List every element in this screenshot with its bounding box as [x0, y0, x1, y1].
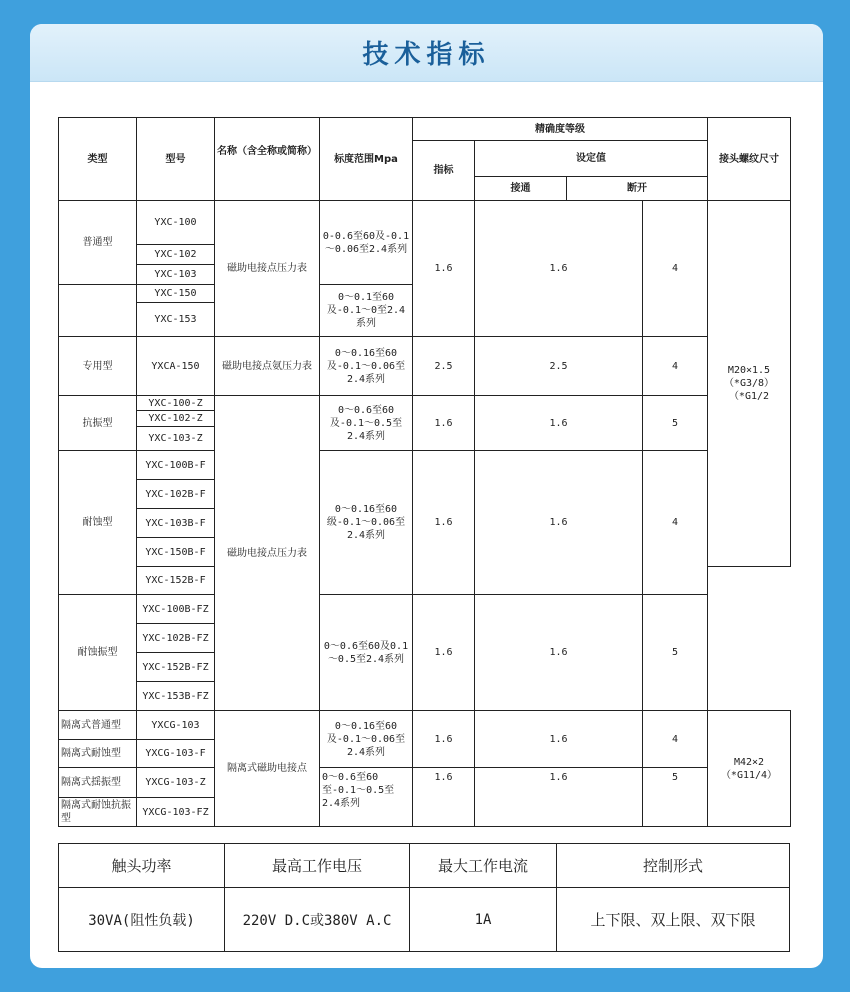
model-cell: YXC-102-Z: [137, 411, 215, 427]
index-cell: 1.6: [413, 711, 475, 768]
index-cell: 1.6: [413, 396, 475, 451]
col-thread-header: 接头螺纹尺寸: [708, 118, 791, 201]
type-cell: 隔离式揺振型: [59, 768, 137, 798]
type-cell: 专用型: [59, 337, 137, 396]
range-cell: 0～0.16至60级-0.1～0.06至2.4系列: [320, 451, 413, 595]
name-cell: 磁助电接点压力表: [215, 201, 320, 337]
current-value: 1A: [410, 888, 557, 952]
title-bar: [30, 24, 823, 82]
model-cell: YXC-153B-FZ: [137, 682, 215, 711]
on-cell: 1.6: [475, 396, 643, 451]
conditions-table: [58, 843, 790, 952]
range-cell: 0～0.16至60及-0.1～0.06至2.4系列: [320, 337, 413, 396]
model-cell: YXC-103: [137, 265, 215, 285]
model-cell: YXC-100B-F: [137, 451, 215, 480]
model-cell: YXC-152B-FZ: [137, 653, 215, 682]
voltage-header: 最高工作电压: [225, 844, 410, 888]
col-accuracy-header: 精确度等级: [413, 118, 708, 141]
on-cell: 2.5: [475, 337, 643, 396]
model-cell: YXCG-103-F: [137, 740, 215, 768]
on-cell: 1.6: [475, 595, 643, 711]
power-header: 触头功率: [59, 844, 225, 888]
model-cell: YXC-150: [137, 285, 215, 303]
on-cell: 1.6: [475, 451, 643, 595]
model-cell: YXC-102B-F: [137, 480, 215, 509]
type-cell: 耐蚀振型: [59, 595, 137, 711]
model-cell: YXC-103-Z: [137, 427, 215, 451]
model-cell: YXC-100: [137, 201, 215, 245]
type-cell: 隔离式耐蚀型: [59, 740, 137, 768]
name-cell: 磁助电接点氨压力表: [215, 337, 320, 396]
col-name-header: 名称（含全称或简称）: [215, 118, 320, 201]
thread-cell: M20×1.5（*G3/8）（*G1/2: [708, 201, 791, 567]
range-cell: 0～0.6至60及0.1～0.5至2.4系列: [320, 595, 413, 711]
index-cell: 1.6: [413, 768, 475, 827]
model-cell: YXC-100B-FZ: [137, 595, 215, 624]
col-index-header: 指标: [413, 141, 475, 201]
off-cell: 4: [643, 337, 708, 396]
type-cell-empty: [59, 285, 137, 337]
range-cell: 0～0.16至60及-0.1～0.06至2.4系列: [320, 711, 413, 768]
voltage-value: 220V D.C或380V A.C: [225, 888, 410, 952]
off-cell: 5: [643, 396, 708, 451]
type-cell: 隔离式普通型: [59, 711, 137, 740]
model-cell: YXC-153: [137, 303, 215, 337]
col-range-header: 标度范围Mpa: [320, 118, 413, 201]
control-header: 控制形式: [557, 844, 790, 888]
range-cell: 0～0.1至60及-0.1～0至2.4系列: [320, 285, 413, 337]
model-cell: YXC-150B-F: [137, 538, 215, 567]
off-cell: 4: [643, 201, 708, 337]
model-cell: YXC-102: [137, 245, 215, 265]
index-cell: 1.6: [413, 451, 475, 595]
model-cell: YXC-103B-F: [137, 509, 215, 538]
power-value: 30VA(阻性负载): [59, 888, 225, 952]
model-cell: YXC-100-Z: [137, 396, 215, 411]
range-cell: 0～0.6至60及-0.1～0.5至2.4系列: [320, 396, 413, 451]
off-cell: 5: [643, 595, 708, 711]
model-cell: YXCA-150: [137, 337, 215, 396]
type-cell: 抗振型: [59, 396, 137, 451]
index-cell: 1.6: [413, 595, 475, 711]
off-cell: 4: [643, 451, 708, 595]
control-value: 上下限、双上限、双下限: [557, 888, 790, 952]
thread-cell: M42×2（*G11/4）: [708, 711, 791, 827]
col-type-header: 类型: [59, 118, 137, 201]
type-cell: 隔离式耐蚀抗振型: [59, 798, 137, 827]
name-cell: 磁助电接点压力表: [215, 396, 320, 711]
spec-table: [58, 117, 791, 827]
col-on-header: 接通: [475, 177, 567, 201]
model-cell: YXCG-103-Z: [137, 768, 215, 798]
model-cell: YXC-152B-F: [137, 567, 215, 595]
on-cell: 1.6: [475, 201, 643, 337]
type-cell: 普通型: [59, 201, 137, 285]
model-cell: YXCG-103: [137, 711, 215, 740]
type-cell: 耐蚀型: [59, 451, 137, 595]
col-setting-header: 设定值: [475, 141, 708, 177]
model-cell: YXCG-103-FZ: [137, 798, 215, 827]
index-cell: 1.6: [413, 201, 475, 337]
range-cell: 0-0.6至60及-0.1～0.06至2.4系列: [320, 201, 413, 285]
range-cell: 0～0.6至60至-0.1～0.5至2.4系列: [320, 768, 413, 827]
off-cell: 5: [643, 768, 708, 827]
on-cell: 1.6: [475, 768, 643, 827]
page-title: 技术指标: [362, 40, 491, 70]
on-cell: 1.6: [475, 711, 643, 768]
col-model-header: 型号: [137, 118, 215, 201]
col-off-header: 断开: [567, 177, 708, 201]
current-header: 最大工作电流: [410, 844, 557, 888]
name-cell: 隔离式磁助电接点: [215, 711, 320, 827]
index-cell: 2.5: [413, 337, 475, 396]
model-cell: YXC-102B-FZ: [137, 624, 215, 653]
off-cell: 4: [643, 711, 708, 768]
